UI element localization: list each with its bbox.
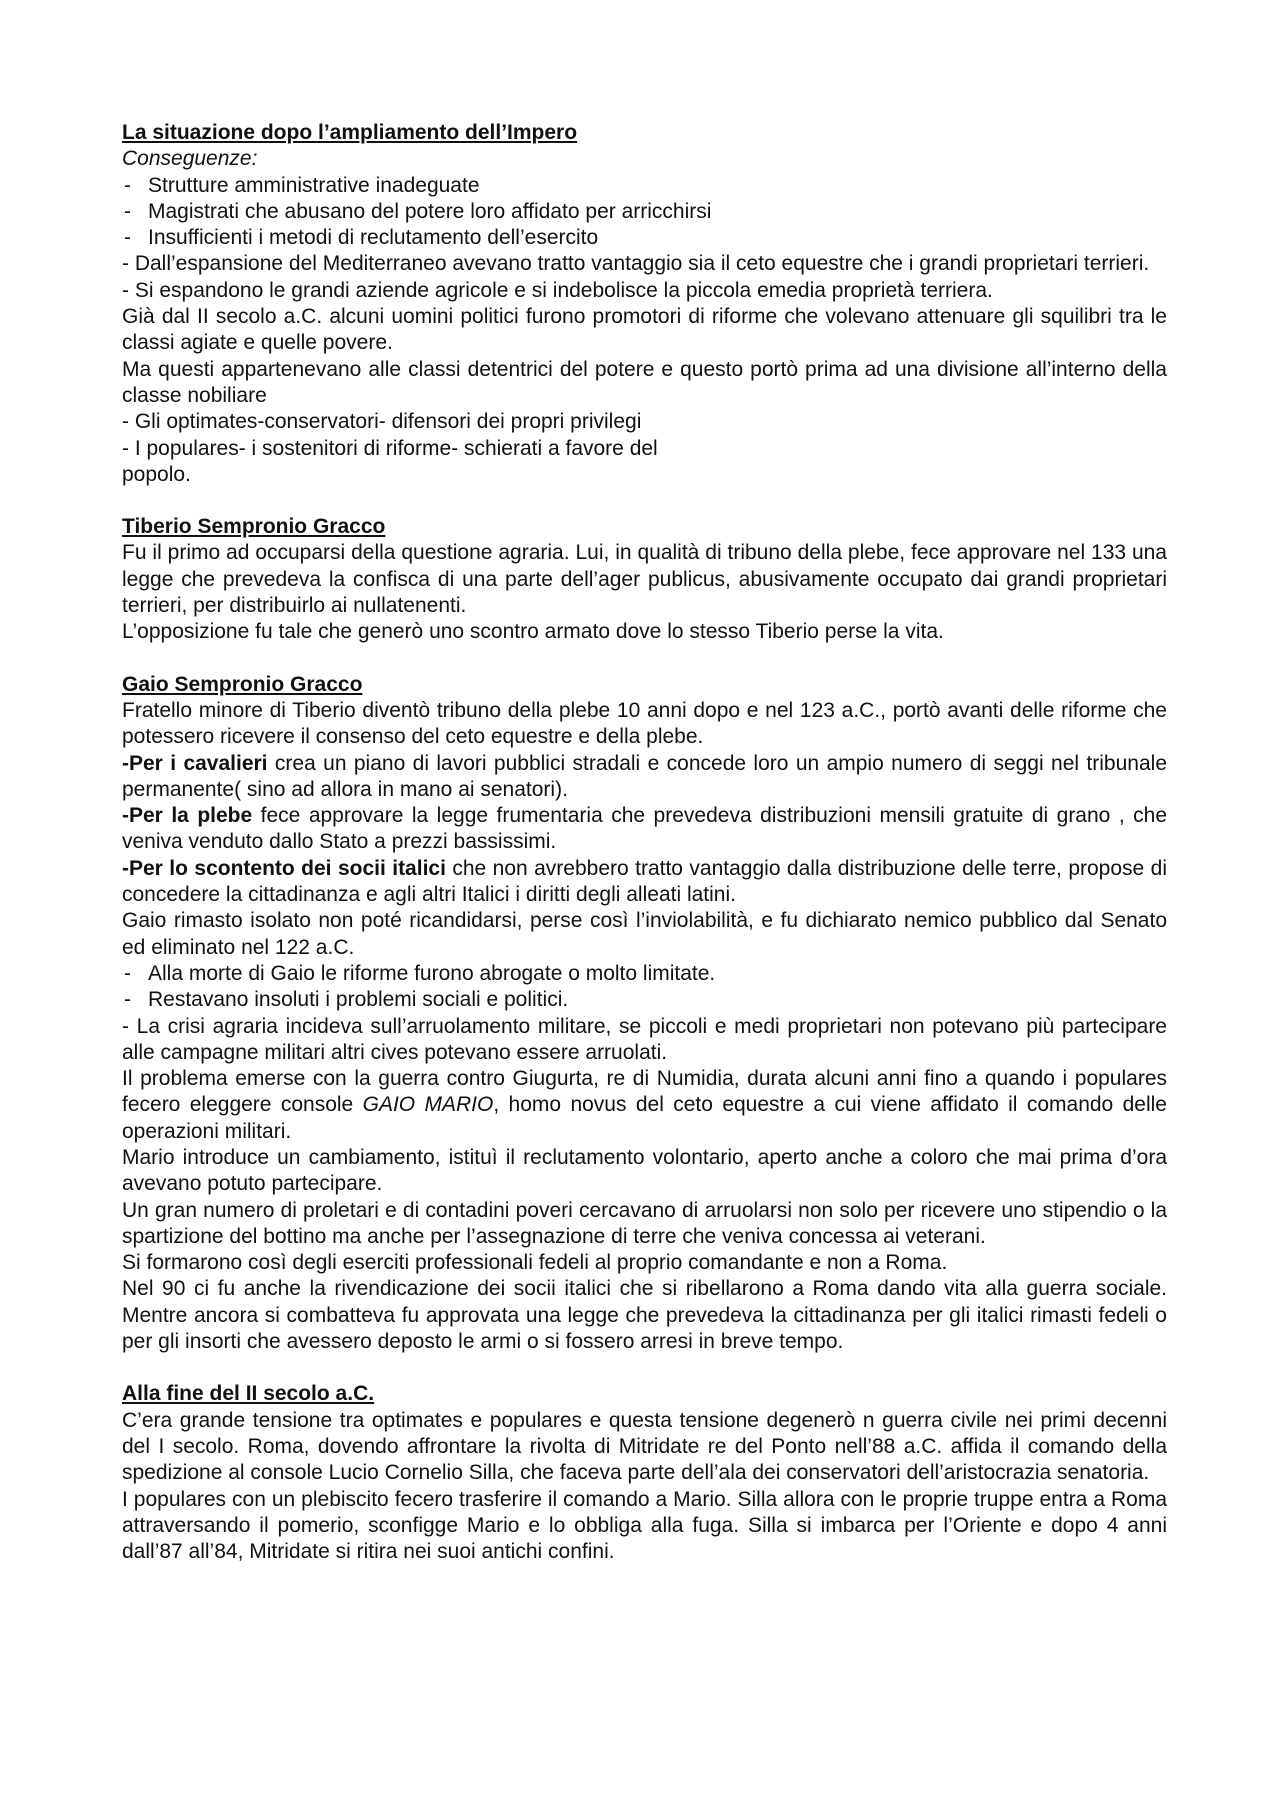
paragraph-giugurta: Il problema emerse con la guerra contro Giugurta, re di Numidia, durata alcuni anni fino a quando i populares fecero eleggere console GAIO MARIO, homo novus del ceto equestre a cui viene affidato il comando delle operazioni militari. [122,1067,1167,1143]
section-tiberio [122,514,1167,645]
section-fine-secolo [122,1381,1167,1565]
paragraph: Gaio rimasto isolato non poté ricandidarsi, perse così l’inviolabilità, e fu dichiarato nemico pubblico dal Senato ed eliminato nel 122 a.C. [122,909,1167,959]
paragraph: Già dal II secolo a.C. alcuni uomini politici furono promotori di riforme che volevano attenuare gli squilibri tra le classi agiate e quelle povere. [122,305,1167,355]
paragraph-cavalieri: -Per i cavalieri crea un piano di lavori pubblici stradali e concede loro un ampio numero di seggi nel tribunale permanente( sino ad allora in mano ai senatori). [122,751,1167,801]
paragraph: - Si espandono le grandi aziende agricole e si indebolisce la piccola emedia proprietà terriera. [122,278,993,302]
paragraph: popolo. [122,462,191,486]
list-item: - Strutture amministrative inadeguate [124,173,480,197]
section-title: Gaio Sempronio Gracco [122,672,363,696]
section-title: Alla fine del II secolo a.C. [122,1382,375,1406]
list-item: - Restavano insoluti i problemi sociali e politici. [124,988,569,1012]
document-page [122,120,1167,1565]
section-title: La situazione dopo l’ampliamento dell’Impero [122,121,578,144]
paragraph: Nel 90 ci fu anche la rivendicazione dei socii italici che si ribellarono a Roma dando vita alla guerra sociale. Mentre ancora si combatteva fu approvata una legge che prevedeva la cittadinanza per gli italici rimasti fedeli o per gli insorti che avessero deposto le armi o si fossero arresi in breve tempo. [122,1277,1167,1354]
paragraph: Ma questi appartenevano alle classi detentrici del potere e questo portò prima ad una divisione all’interno della classe nobiliare [122,357,1167,407]
paragraph: Un gran numero di proletari e di contadini poveri cercavano di arruolarsi non solo per ricevere uno stipendio o la spartizione del bottino ma anche per l’assegnazione di terre che veniva concessa ai veterani. [122,1198,1167,1248]
paragraph: - I populares- i sostenitori di riforme- schierati a favore del [122,436,658,460]
paragraph: Fratello minore di Tiberio diventò tribuno della plebe 10 anni dopo e nel 123 a.C., portò avanti delle riforme che potessero ricevere il consenso del ceto equestre e della plebe. [122,698,1167,749]
section-title: Tiberio Sempronio Gracco [122,515,386,539]
paragraph-plebe: -Per la plebe fece approvare la legge frumentaria che prevedeva distribuzioni mensili gratuite di grano , che veniva venduto dallo Stato a prezzi bassissimi. [122,804,1167,854]
paragraph: I populares con un plebiscito fecero trasferire il comando a Mario. Silla allora con le proprie truppe entra a Roma attraversando il pomerio, sconfigge Mario e lo obbliga alla fuga. Silla si imbarca per l’Oriente e dopo 4 anni dall’87 all’84, Mitridate si ritira nei suoi antichi confini. [122,1487,1167,1564]
paragraph: Fu il primo ad occuparsi della questione agraria. Lui, in qualità di tribuno della plebe, fece approvare nel 133 una legge che prevedeva la confisca di una parte dell’ager publicus, abusivamente occupato dai grandi proprietari terrieri, per distribuirlo ai nullatenenti. [122,541,1167,618]
list-item: - Magistrati che abusano del potere loro affidato per arricchirsi [124,199,712,223]
list-item: - Insufficienti i metodi di reclutamento dell’esercito [124,226,599,250]
section-impero [122,120,1167,488]
paragraph: Mario introduce un cambiamento, istituì il reclutamento volontario, aperto anche a coloro che mai prima d’ora avevano potuto partecipare. [122,1145,1167,1196]
paragraph: - La crisi agraria incideva sull’arruolamento militare, se piccoli e medi proprietari non potevano più partecipare alle campagne militari altri cives potevano essere arruolati. [122,1014,1167,1064]
consequences-label: Conseguenze: [122,147,258,171]
paragraph: Si formarono così degli eserciti professionali fedeli al proprio comandante e non a Roma. [122,1251,948,1275]
paragraph: - Gli optimates-conservatori- difensori dei propri privilegi [122,410,642,434]
paragraph: L’opposizione fu tale che generò uno scontro armato dove lo stesso Tiberio perse la vita. [122,620,944,644]
paragraph-socii: -Per lo scontento dei socii italici che non avrebbero tratto vantaggio dalla distribuzione delle terre, propose di concedere la cittadinanza e agli altri Italici i diritti degli alleati latini. [122,856,1168,907]
list-item: - Alla morte di Gaio le riforme furono abrogate o molto limitate. [124,961,716,985]
section-gaio [122,672,1167,1356]
paragraph: - Dall’espansione del Mediterraneo avevano tratto vantaggio sia il ceto equestre che i grandi proprietari terrieri. [122,252,1150,276]
paragraph: C’era grande tensione tra optimates e populares e questa tensione degenerò n guerra civile nei primi decenni del I secolo. Roma, dovendo affrontare la rivolta di Mitridate re del Ponto nell’88 a.C. affida il comando della spedizione al console Lucio Cornelio Silla, che faceva parte dell’ala dei conservatori dell’aristocrazia senatoria. [122,1408,1167,1485]
